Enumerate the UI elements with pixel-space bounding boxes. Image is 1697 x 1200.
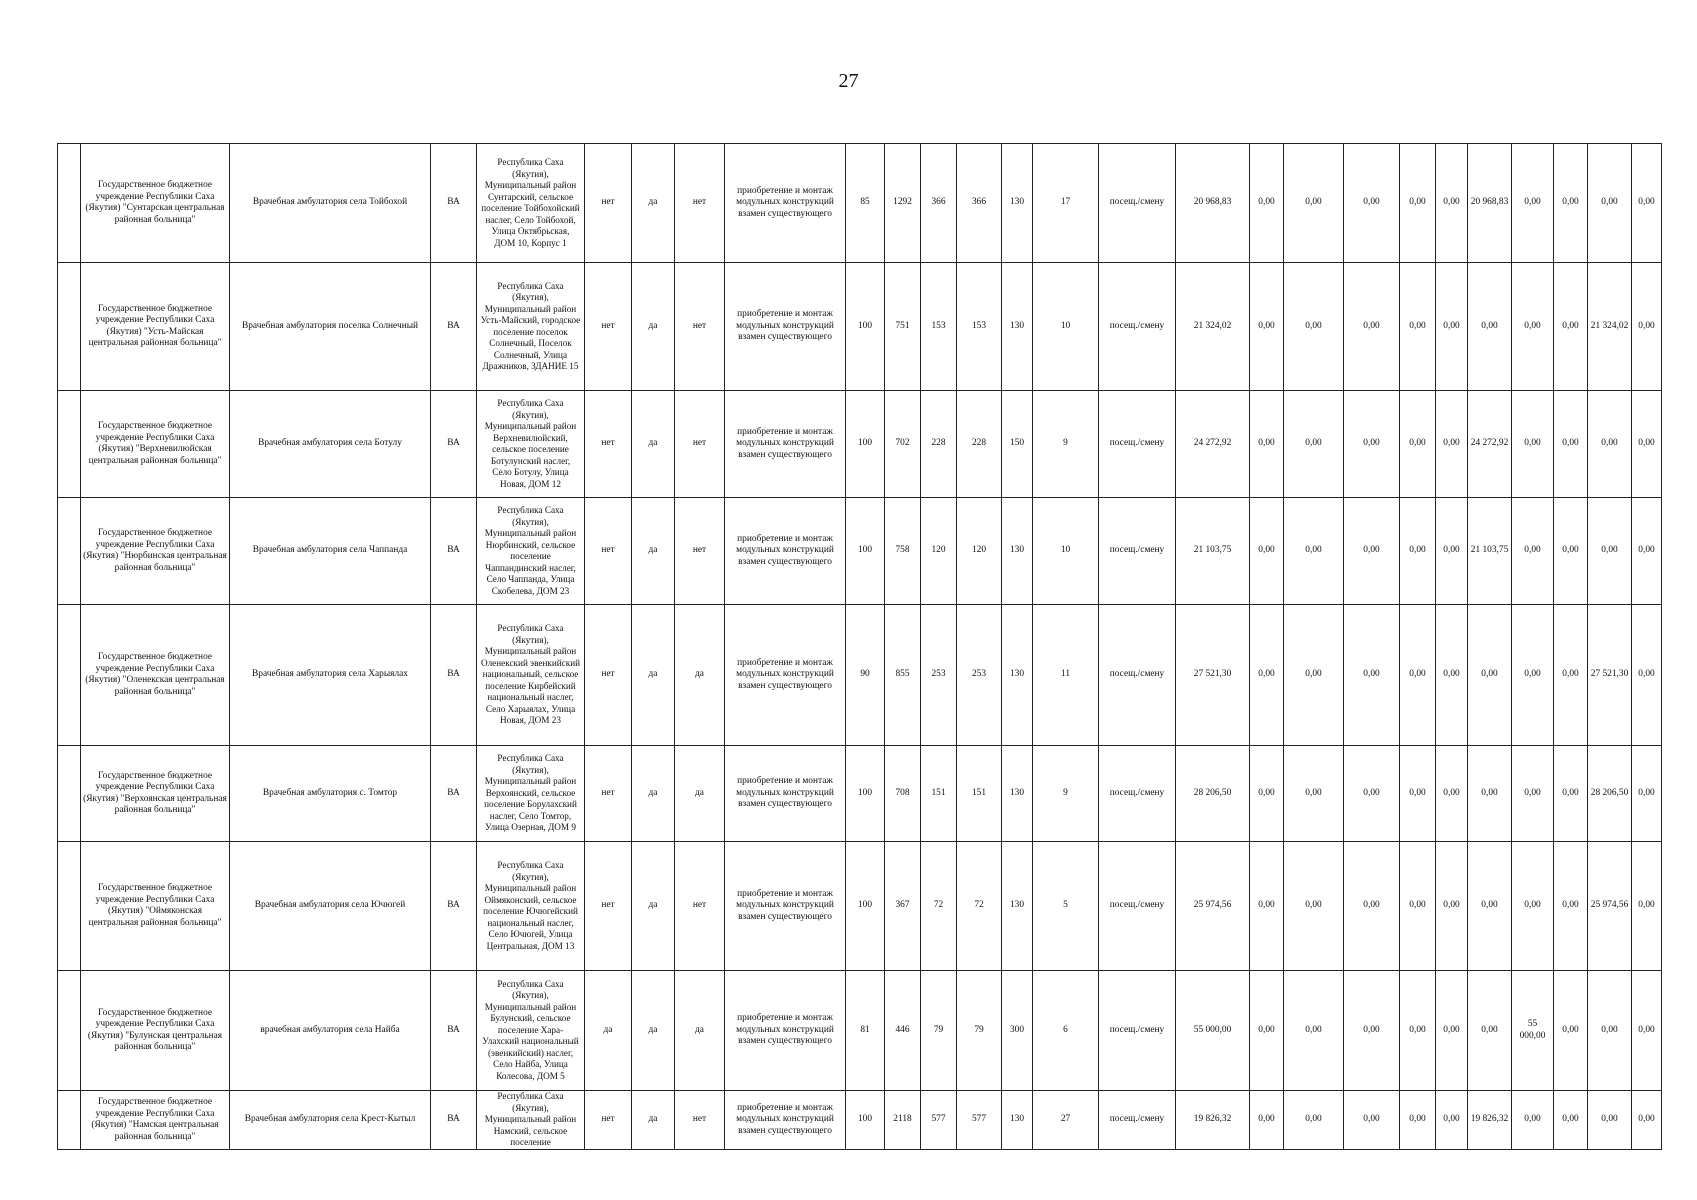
table-cell: посещ./смену	[1099, 842, 1176, 971]
table-cell: посещ./смену	[1099, 498, 1176, 605]
table-cell: 0,00	[1284, 498, 1344, 605]
table-cell: 0,00	[1344, 498, 1400, 605]
table-cell: да	[632, 498, 675, 605]
table-cell: 0,00	[1436, 391, 1468, 498]
table-cell: 20 968,83	[1468, 144, 1512, 263]
table-cell: 0,00	[1554, 498, 1588, 605]
table-cell: 0,00	[1250, 605, 1284, 746]
table-cell: Государственное бюджетное учреждение Республики Саха (Якутия) "Нюрбинская центральная районная больница"	[81, 498, 230, 605]
table-cell: 758	[885, 498, 921, 605]
table-cell: да	[675, 746, 725, 842]
table-cell: приобретение и монтаж модульных конструкций взамен существующего	[725, 498, 846, 605]
table-row	[58, 746, 1662, 842]
table-cell: 0,00	[1250, 842, 1284, 971]
table-cell: 0,00	[1400, 263, 1436, 391]
table-cell	[58, 498, 81, 605]
table-cell: приобретение и монтаж модульных конструкций взамен существующего	[725, 746, 846, 842]
table-cell: приобретение и монтаж модульных конструкций взамен существующего	[725, 605, 846, 746]
table-cell: 130	[1002, 498, 1033, 605]
table-cell: 253	[957, 605, 1002, 746]
table-cell: 0,00	[1344, 605, 1400, 746]
table-cell: 130	[1002, 144, 1033, 263]
table-cell: 0,00	[1400, 144, 1436, 263]
table-cell	[58, 144, 81, 263]
table-cell: 0,00	[1250, 498, 1284, 605]
facilities-table	[57, 143, 1662, 1150]
table-cell: 21 324,02	[1176, 263, 1250, 391]
table-cell: ВА	[431, 971, 477, 1091]
table-cell: 10	[1033, 263, 1099, 391]
table-cell: посещ./смену	[1099, 144, 1176, 263]
table-cell: 81	[846, 971, 885, 1091]
table-cell: 100	[846, 391, 885, 498]
table-cell: 0,00	[1554, 746, 1588, 842]
table-cell: приобретение и монтаж модульных конструкций взамен существующего	[725, 391, 846, 498]
table-cell: 20 968,83	[1176, 144, 1250, 263]
table-cell: 151	[957, 746, 1002, 842]
table-cell: 446	[885, 971, 921, 1091]
table-cell: ВА	[431, 391, 477, 498]
table-cell: 0,00	[1512, 842, 1554, 971]
table-cell: 100	[846, 498, 885, 605]
table-cell: да	[632, 842, 675, 971]
table-cell: 0,00	[1512, 144, 1554, 263]
table-cell: посещ./смену	[1099, 746, 1176, 842]
table-cell: 0,00	[1588, 971, 1632, 1091]
table-cell: да	[632, 971, 675, 1091]
table-cell: 0,00	[1344, 391, 1400, 498]
table-cell: 24 272,92	[1468, 391, 1512, 498]
table-cell: врачебная амбулатория села Найба	[230, 971, 431, 1091]
table-cell: 55 000,00	[1512, 971, 1554, 1091]
table-cell: 0,00	[1554, 263, 1588, 391]
table-cell: ВА	[431, 746, 477, 842]
table-cell: 0,00	[1284, 842, 1344, 971]
table-cell: 19 826,32	[1176, 1091, 1250, 1150]
table-cell: 367	[885, 842, 921, 971]
table-cell: 0,00	[1468, 842, 1512, 971]
table-cell: да	[632, 605, 675, 746]
table-cell: 0,00	[1588, 498, 1632, 605]
table-cell: посещ./смену	[1099, 391, 1176, 498]
table-cell: 751	[885, 263, 921, 391]
table-cell: 0,00	[1554, 144, 1588, 263]
table-cell: Республика Саха (Якутия), Муниципальный район Оленекский эвенкийский национальный, сельское поселение Кирбейский национальный наслег, Село Харыялах, Улица Новая, ДОМ 23	[477, 605, 585, 746]
table-cell	[58, 1091, 81, 1150]
table-cell: приобретение и монтаж модульных конструкций взамен существующего	[725, 263, 846, 391]
table-cell: 0,00	[1512, 391, 1554, 498]
table-cell: 19 826,32	[1468, 1091, 1512, 1150]
table-cell: 0,00	[1632, 746, 1662, 842]
table-cell: Республика Саха (Якутия), Муниципальный район Оймяконский, сельское поселение Ючюгейский национальный наслег, Село Ючюгей, Улица Центральная, ДОМ 13	[477, 842, 585, 971]
table-cell: 27	[1033, 1091, 1099, 1150]
page-number: 27	[838, 70, 859, 92]
table-cell: 0,00	[1284, 605, 1344, 746]
table-cell: 0,00	[1250, 391, 1284, 498]
table-cell: Врачебная амбулатория поселка Солнечный	[230, 263, 431, 391]
table-cell: 150	[1002, 391, 1033, 498]
table-cell: ВА	[431, 605, 477, 746]
table-cell: Государственное бюджетное учреждение Республики Саха (Якутия) "Булунская центральная районная больница"	[81, 971, 230, 1091]
table-cell: 28 206,50	[1588, 746, 1632, 842]
table-cell: да	[632, 263, 675, 391]
table-cell: ВА	[431, 1091, 477, 1150]
table-cell: Республика Саха (Якутия), Муниципальный район Верхневилюйский, сельское поселение Ботулунский наслег, Село Ботулу, Улица Новая, ДОМ 12	[477, 391, 585, 498]
table-cell: 0,00	[1554, 1091, 1588, 1150]
table-cell: 0,00	[1632, 1091, 1662, 1150]
table-cell: Врачебная амбулатория села Ючюгей	[230, 842, 431, 971]
table-cell: 28 206,50	[1176, 746, 1250, 842]
table-cell: Государственное бюджетное учреждение Республики Саха (Якутия) "Намская центральная районная больница"	[81, 1091, 230, 1150]
table-cell: 0,00	[1632, 605, 1662, 746]
table-cell: 228	[957, 391, 1002, 498]
table-cell: Врачебная амбулатория с. Томтор	[230, 746, 431, 842]
table-cell: 366	[921, 144, 957, 263]
table-cell	[58, 605, 81, 746]
table-cell: 0,00	[1284, 144, 1344, 263]
table-cell: да	[585, 971, 632, 1091]
table-cell: да	[632, 1091, 675, 1150]
table-cell: нет	[675, 842, 725, 971]
table-cell: 0,00	[1468, 263, 1512, 391]
table-cell: 0,00	[1436, 498, 1468, 605]
table-cell: 11	[1033, 605, 1099, 746]
table-cell: 100	[846, 1091, 885, 1150]
table-cell: 702	[885, 391, 921, 498]
table-row	[58, 971, 1662, 1091]
table-cell: 0,00	[1632, 498, 1662, 605]
table-cell: нет	[585, 746, 632, 842]
table-cell: 0,00	[1468, 605, 1512, 746]
table-cell: 10	[1033, 498, 1099, 605]
table-cell: 27 521,30	[1588, 605, 1632, 746]
table-cell: 21 103,75	[1176, 498, 1250, 605]
table-cell: 0,00	[1284, 1091, 1344, 1150]
table-cell: 55 000,00	[1176, 971, 1250, 1091]
table-cell: 855	[885, 605, 921, 746]
table-cell: 0,00	[1436, 1091, 1468, 1150]
table-cell: 0,00	[1284, 971, 1344, 1091]
table-cell: 151	[921, 746, 957, 842]
table-cell: 0,00	[1554, 842, 1588, 971]
table-cell: приобретение и монтаж модульных конструкций взамен существующего	[725, 1091, 846, 1150]
table-cell: 0,00	[1250, 971, 1284, 1091]
table-cell: ВА	[431, 842, 477, 971]
table-cell	[58, 263, 81, 391]
table-cell: 0,00	[1400, 498, 1436, 605]
table-cell	[58, 971, 81, 1091]
table-cell: 0,00	[1436, 746, 1468, 842]
table-cell: 100	[846, 746, 885, 842]
table-cell: 21 324,02	[1588, 263, 1632, 391]
table-cell: Врачебная амбулатория села Харыялах	[230, 605, 431, 746]
table-cell: 25 974,56	[1176, 842, 1250, 971]
table-cell: 24 272,92	[1176, 391, 1250, 498]
table-cell: 0,00	[1632, 842, 1662, 971]
table-cell: 90	[846, 605, 885, 746]
table-cell: 0,00	[1632, 263, 1662, 391]
table-cell: да	[632, 746, 675, 842]
table-cell: посещ./смену	[1099, 971, 1176, 1091]
table-cell: 9	[1033, 391, 1099, 498]
table-cell: ВА	[431, 498, 477, 605]
table-cell: 0,00	[1344, 1091, 1400, 1150]
table-cell: 0,00	[1400, 746, 1436, 842]
table-cell	[58, 842, 81, 971]
table-cell: 0,00	[1512, 498, 1554, 605]
table-cell: 153	[921, 263, 957, 391]
table-cell: 0,00	[1400, 1091, 1436, 1150]
table-cell: посещ./смену	[1099, 605, 1176, 746]
table-cell: 100	[846, 263, 885, 391]
table-cell: 5	[1033, 842, 1099, 971]
table-cell: 0,00	[1250, 263, 1284, 391]
table-cell: Государственное бюджетное учреждение Республики Саха (Якутия) "Усть-Майская центральная районная больница"	[81, 263, 230, 391]
table-cell: 708	[885, 746, 921, 842]
table-cell: нет	[585, 605, 632, 746]
table-cell: 0,00	[1512, 746, 1554, 842]
table-cell: Республика Саха (Якутия), Муниципальный район Булунский, сельское поселение Хара-Улахский национальный (эвенкийский) наслег, Село Найба, Улица Колесова, ДОМ 5	[477, 971, 585, 1091]
table-cell: нет	[585, 144, 632, 263]
table-cell: 130	[1002, 842, 1033, 971]
table-cell: 17	[1033, 144, 1099, 263]
table-cell: 1292	[885, 144, 921, 263]
table-cell: 0,00	[1284, 746, 1344, 842]
table-cell: нет	[585, 391, 632, 498]
table-cell: нет	[585, 263, 632, 391]
table-cell: 0,00	[1344, 971, 1400, 1091]
table-row	[58, 605, 1662, 746]
table-cell: 120	[921, 498, 957, 605]
table-cell: 0,00	[1554, 971, 1588, 1091]
table-cell: 21 103,75	[1468, 498, 1512, 605]
table-cell: 0,00	[1344, 746, 1400, 842]
table-cell: нет	[675, 391, 725, 498]
table-cell: 79	[957, 971, 1002, 1091]
table-cell: Врачебная амбулатория села Чаппанда	[230, 498, 431, 605]
table-cell: 0,00	[1512, 1091, 1554, 1150]
table-cell: 100	[846, 842, 885, 971]
table-cell: ВА	[431, 144, 477, 263]
table-row	[58, 1091, 1662, 1150]
table-cell: 0,00	[1284, 263, 1344, 391]
table-cell: Республика Саха (Якутия), Муниципальный район Намский, сельское поселение	[477, 1091, 585, 1150]
table-cell: 79	[921, 971, 957, 1091]
table-row	[58, 263, 1662, 391]
table-cell: 0,00	[1588, 391, 1632, 498]
table-cell: нет	[585, 1091, 632, 1150]
table-cell: 0,00	[1344, 263, 1400, 391]
table-cell: 0,00	[1284, 391, 1344, 498]
table-cell: Врачебная амбулатория села Тойбохой	[230, 144, 431, 263]
table-cell: приобретение и монтаж модульных конструкций взамен существующего	[725, 842, 846, 971]
table-cell	[58, 746, 81, 842]
table-cell: 0,00	[1588, 1091, 1632, 1150]
table-cell: нет	[675, 1091, 725, 1150]
table-cell: 0,00	[1554, 605, 1588, 746]
table-cell: нет	[675, 498, 725, 605]
table-cell: 130	[1002, 1091, 1033, 1150]
table-cell: нет	[675, 263, 725, 391]
table-cell: да	[632, 144, 675, 263]
table-cell: Врачебная амбулатория села Ботулу	[230, 391, 431, 498]
table-cell: 0,00	[1468, 746, 1512, 842]
table-cell: 228	[921, 391, 957, 498]
table-cell: 253	[921, 605, 957, 746]
table-cell: да	[632, 391, 675, 498]
table-cell: 130	[1002, 605, 1033, 746]
table-cell: да	[675, 605, 725, 746]
table-cell: приобретение и монтаж модульных конструкций взамен существующего	[725, 971, 846, 1091]
table-cell: Республика Саха (Якутия), Муниципальный район Верхоянский, сельское поселение Борулахский наслег, Село Томтор, Улица Озерная, ДОМ 9	[477, 746, 585, 842]
table-cell: Государственное бюджетное учреждение Республики Саха (Якутия) "Верхневилюйская центральная районная больница"	[81, 391, 230, 498]
table-cell: 0,00	[1632, 144, 1662, 263]
table-cell: Государственное бюджетное учреждение Республики Саха (Якутия) "Оленекская центральная районная больница"	[81, 605, 230, 746]
table-cell: нет	[675, 144, 725, 263]
table-cell: 300	[1002, 971, 1033, 1091]
table-cell: да	[675, 971, 725, 1091]
table-cell: 25 974,56	[1588, 842, 1632, 971]
table-cell: 0,00	[1436, 605, 1468, 746]
table-cell: 366	[957, 144, 1002, 263]
table-cell: 0,00	[1250, 746, 1284, 842]
table-cell: 0,00	[1436, 842, 1468, 971]
table-cell: 27 521,30	[1176, 605, 1250, 746]
table-cell: посещ./смену	[1099, 1091, 1176, 1150]
table-cell: нет	[585, 498, 632, 605]
table-cell: Республика Саха (Якутия), Муниципальный район Усть-Майский, городское поселение поселок Солнечный, Поселок Солнечный, Улица Дражников, ЗДАНИЕ 15	[477, 263, 585, 391]
table-cell: посещ./смену	[1099, 263, 1176, 391]
table-row	[58, 498, 1662, 605]
table-cell: 0,00	[1400, 842, 1436, 971]
table-cell: Республика Саха (Якутия), Муниципальный район Сунтарский, сельское поселение Тойбохойский наслег, Село Тойбохой, Улица Октябрьская, ДОМ 10, Корпус 1	[477, 144, 585, 263]
table-cell: 0,00	[1344, 842, 1400, 971]
table-cell: Государственное бюджетное учреждение Республики Саха (Якутия) "Верхоянская центральная районная больница"	[81, 746, 230, 842]
table-cell: 0,00	[1436, 144, 1468, 263]
table-cell: 0,00	[1632, 391, 1662, 498]
table-cell: 0,00	[1512, 605, 1554, 746]
table-cell: 130	[1002, 746, 1033, 842]
table-cell: Врачебная амбулатория села Крест-Кытыл	[230, 1091, 431, 1150]
table-row	[58, 842, 1662, 971]
table-cell: 130	[1002, 263, 1033, 391]
table-cell: 0,00	[1512, 263, 1554, 391]
table-cell: Республика Саха (Якутия), Муниципальный район Нюрбинский, сельское поселение Чаппандинский наслег, Село Чаппанда, Улица Скобелева, ДОМ 23	[477, 498, 585, 605]
table-cell: 2118	[885, 1091, 921, 1150]
table-row	[58, 144, 1662, 263]
table-cell: 9	[1033, 746, 1099, 842]
table-cell: Государственное бюджетное учреждение Республики Саха (Якутия) "Сунтарская центральная районная больница"	[81, 144, 230, 263]
table-cell: 0,00	[1250, 1091, 1284, 1150]
table-cell: 0,00	[1632, 971, 1662, 1091]
table-cell: нет	[585, 842, 632, 971]
table-cell: 85	[846, 144, 885, 263]
table-cell: 0,00	[1400, 391, 1436, 498]
table-cell: 72	[921, 842, 957, 971]
table-cell: 0,00	[1436, 263, 1468, 391]
table-cell: 0,00	[1554, 391, 1588, 498]
table-cell: 577	[921, 1091, 957, 1150]
table-cell: 0,00	[1436, 971, 1468, 1091]
table-cell: 577	[957, 1091, 1002, 1150]
table-cell: 120	[957, 498, 1002, 605]
table-cell: 0,00	[1344, 144, 1400, 263]
table-cell: 0,00	[1400, 971, 1436, 1091]
table-cell: 0,00	[1400, 605, 1436, 746]
table-cell: 72	[957, 842, 1002, 971]
table-cell: 153	[957, 263, 1002, 391]
table-cell	[58, 391, 81, 498]
table-cell: ВА	[431, 263, 477, 391]
table-cell: 0,00	[1250, 144, 1284, 263]
table-cell: приобретение и монтаж модульных конструкций взамен существующего	[725, 144, 846, 263]
table-cell: 0,00	[1468, 971, 1512, 1091]
table-cell: Государственное бюджетное учреждение Республики Саха (Якутия) "Оймяконская центральная районная больница"	[81, 842, 230, 971]
table-row	[58, 391, 1662, 498]
table-cell: 6	[1033, 971, 1099, 1091]
table-cell: 0,00	[1588, 144, 1632, 263]
